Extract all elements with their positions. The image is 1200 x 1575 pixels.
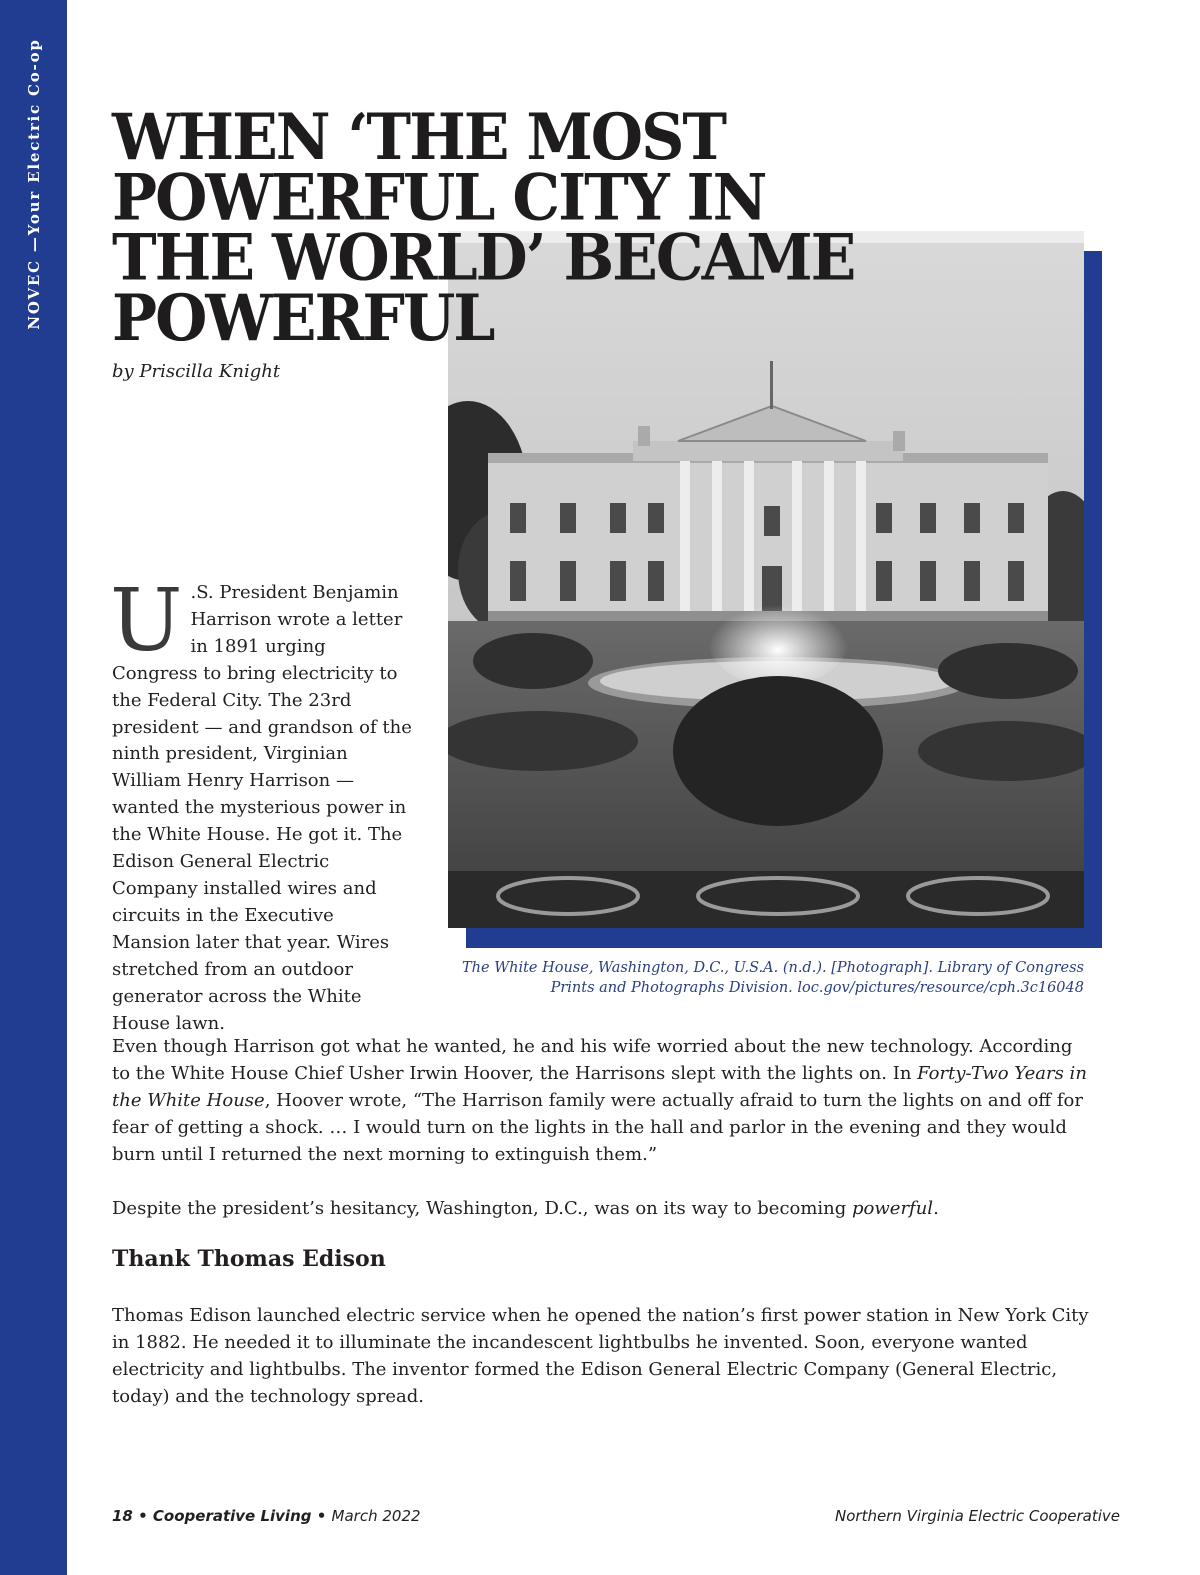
title-line-2: POWERFUL CITY IN [112,161,766,236]
title-line-4: POWERFUL [112,281,494,357]
caption-line-2: Prints and Photographs Division. loc.gov/pictures/resource/cph.3c16048 [550,980,1084,996]
lead-text: .S. President Benjamin Harrison wrote a letter in 1891 urging Congress to bring electricity to the Federal City. The 23rd president — and grandson of the ninth president, Virginian William Henry Harrison — wanted the mysterious power in the White House. He got it. The Edison General Electric Company installed wires and circuits in the Executive Mansion later that year. Wires stretched from an outdoor generator across the White House lawn. [112,582,412,1034]
title-line-3: THE WORLD’ BECAME [112,221,855,296]
footer-separator-2: • [311,1507,332,1525]
para3-end: . [933,1198,939,1219]
article-title [112,100,872,357]
lead-paragraph [110,571,412,1037]
section-heading: Thank Thomas Edison [112,1246,386,1272]
byline: by Priscilla Knight [112,361,281,382]
sidebar-band [0,0,67,1575]
paragraph-powerful [112,1196,1092,1223]
footer-separator-1: • [132,1507,153,1525]
para2-text-b: , Hoover wrote, “The Harrison family were actually afraid to turn the lights on and off for fear of getting a shock. … I would turn on the lights in the hall and parlor in the evening and they would burn until I returned the next morning to extinguish them.” [112,1089,1083,1165]
para3-text: Despite the president’s hesitancy, Washington, D.C., was on its way to becoming [112,1198,853,1219]
footer-folio [112,1507,421,1525]
para2-text-a: Even though Harrison got what he wanted, he and his wife worried about the new technology. According to the White House Chief Usher Irwin Hoover, the Harrisons slept with the lights on. In [112,1036,1073,1084]
paragraph-edison: Thomas Edison launched electric service when he opened the nation’s first power station in New York City in 1882. He needed it to illuminate the incandescent lightbulbs he invented. Soon, everyone wanted electricity and lightbulbs. The inventor formed the Edison General Electric Company (General Electric, today) and the technology spread. [112,1305,1089,1407]
para3-emphasis: powerful [852,1198,934,1219]
sidebar-label: NOVEC —Your Electric Co-op [25,38,43,330]
caption-line-1: The White House, Washington, D.C., U.S.A. (n.d.). [Photograph]. Library of Congress [462,960,1084,976]
drop-cap: U [110,571,183,671]
page-number: 18 [112,1507,133,1525]
photo-caption [460,958,1084,998]
issue-date: March 2022 [331,1507,421,1525]
footer-publisher: Northern Virginia Electric Cooperative [835,1507,1120,1525]
paragraph-hoover [112,1034,1092,1169]
magazine-name: Cooperative Living [152,1507,312,1525]
title-line-1: WHEN ‘THE MOST [112,100,726,175]
book-title: Forty-Two Years in the White House [112,1062,1087,1111]
